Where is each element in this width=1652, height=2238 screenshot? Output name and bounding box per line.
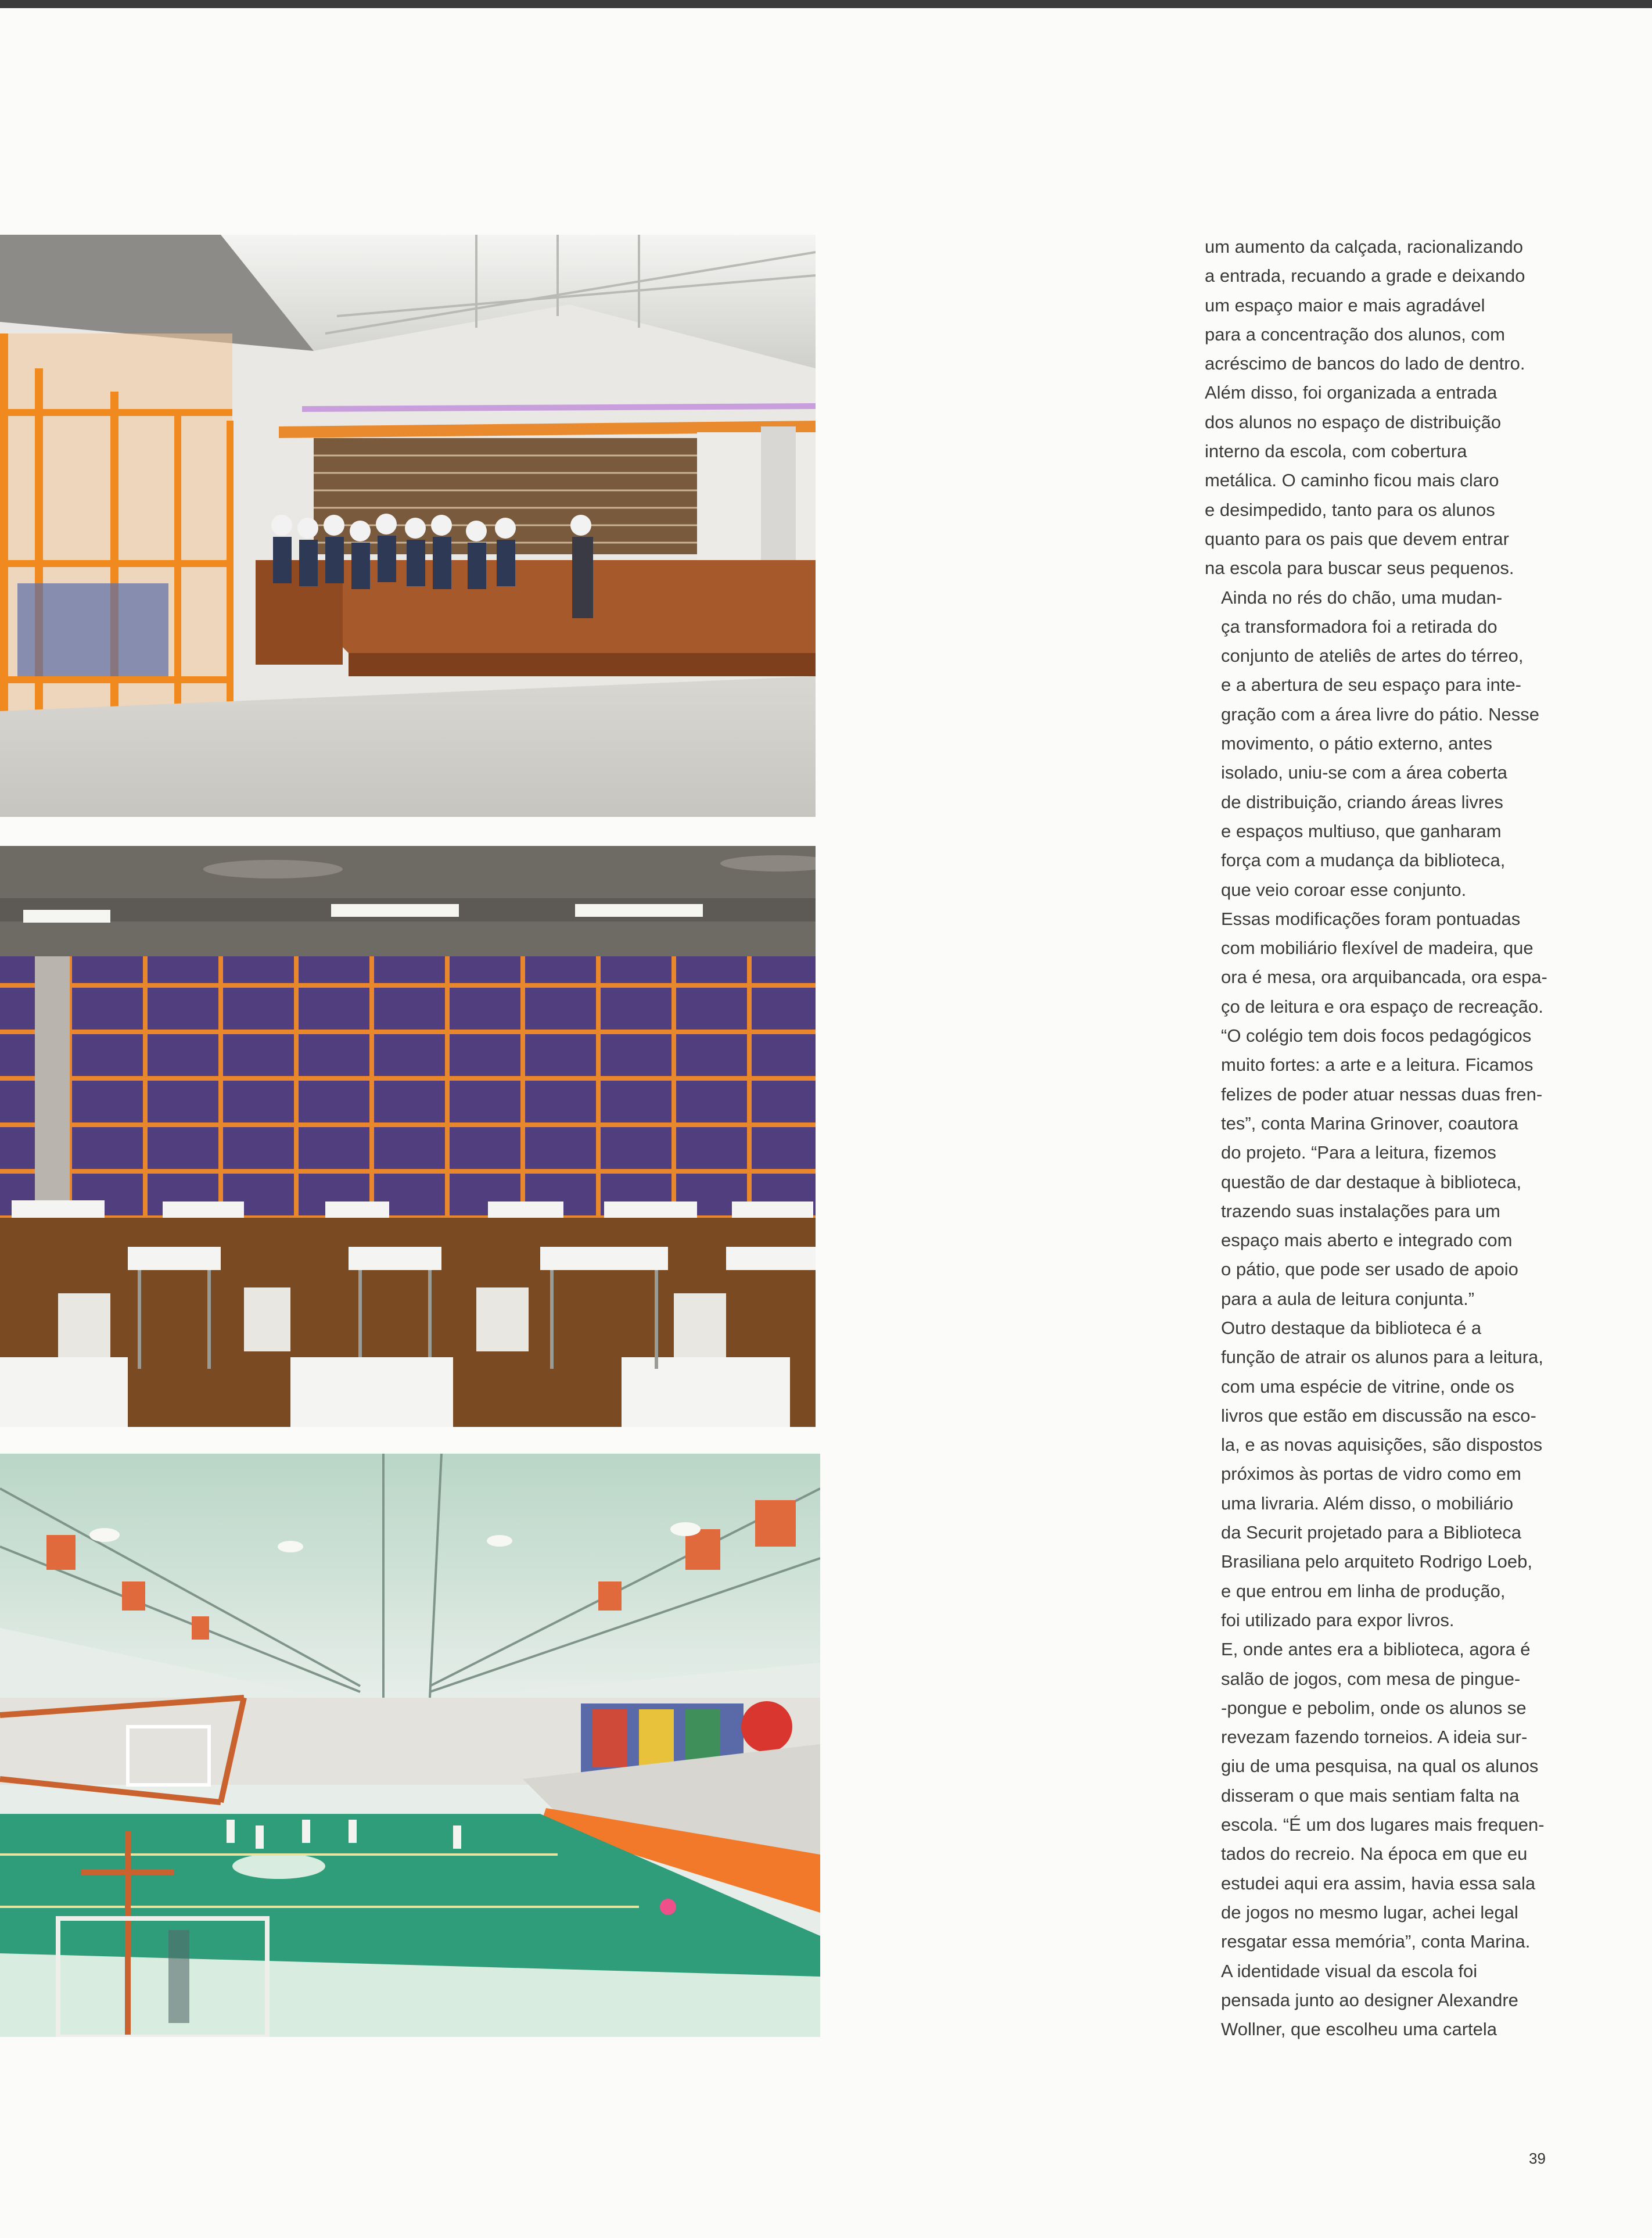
- gymnasium-photo: [0, 1454, 820, 2037]
- text-line: resgatar essa memória”, conta Marina.: [1221, 1931, 1531, 1952]
- text-line: -pongue e pebolim, onde os alunos se: [1221, 1697, 1527, 1718]
- text-line: o pátio, que pode ser usado de apoio: [1221, 1259, 1518, 1280]
- text-line: para a aula de leitura conjunta.”: [1221, 1288, 1475, 1309]
- text-line: ora é mesa, ora arquibancada, ora espa-: [1221, 967, 1547, 988]
- text-line: que veio coroar esse conjunto.: [1221, 879, 1467, 900]
- text-line: livros que estão em discussão na esco-: [1221, 1405, 1536, 1426]
- paragraph: [1205, 1635, 1553, 1956]
- text-line: com mobiliário flexível de madeira, que: [1221, 938, 1534, 959]
- text-line: ço de leitura e ora espaço de recreação.: [1221, 996, 1543, 1017]
- text-line: tes”, conta Marina Grinover, coautora: [1221, 1113, 1518, 1134]
- text-line: e que entrou em linha de produção,: [1221, 1580, 1506, 1601]
- text-line: salão de jogos, com mesa de pingue-: [1221, 1668, 1521, 1689]
- text-line: gração com a área livre do pátio. Nesse: [1221, 704, 1539, 725]
- text-line: e espaços multiuso, que ganharam: [1221, 820, 1502, 841]
- paragraph: [1205, 583, 1553, 905]
- text-line: Ainda no rés do chão, uma mudan-: [1221, 587, 1503, 608]
- text-line: Wollner, que escolheu uma cartela: [1221, 2019, 1497, 2040]
- text-line: da Securit projetado para a Biblioteca: [1221, 1522, 1521, 1543]
- paragraph: [1205, 1957, 1553, 2045]
- text-line: “O colégio tem dois focos pedagógicos: [1221, 1025, 1532, 1046]
- text-line: uma livraria. Além disso, o mobiliário: [1221, 1493, 1514, 1513]
- article-body: [1205, 232, 1553, 2044]
- text-line: na escola para buscar seus pequenos.: [1205, 558, 1514, 579]
- classroom-photo: [0, 846, 816, 1427]
- text-line: felizes de poder atuar nessas duas fren-: [1221, 1084, 1543, 1104]
- text-line: escola. “É um dos lugares mais frequen-: [1221, 1814, 1545, 1835]
- text-line: Outro destaque da biblioteca é a: [1221, 1317, 1482, 1338]
- text-line: revezam fazendo torneios. A ideia sur-: [1221, 1727, 1528, 1748]
- text-line: pensada junto ao designer Alexandre: [1221, 1989, 1518, 2010]
- text-line: A identidade visual da escola foi: [1221, 1960, 1478, 1981]
- text-line: la, e as novas aquisições, são dispostos: [1221, 1434, 1543, 1455]
- text-line: interno da escola, com cobertura: [1205, 441, 1467, 462]
- text-line: isolado, uniu-se com a área coberta: [1221, 762, 1507, 783]
- text-line: estudei aqui era assim, havia essa sala: [1221, 1873, 1536, 1893]
- paragraph: [1205, 232, 1553, 583]
- text-line: muito fortes: a arte e a leitura. Ficamos: [1221, 1055, 1534, 1075]
- text-line: movimento, o pátio externo, antes: [1221, 733, 1492, 754]
- text-line: dos alunos no espaço de distribuição: [1205, 411, 1502, 432]
- text-line: e desimpedido, tanto para os alunos: [1205, 499, 1495, 520]
- text-line: com uma espécie de vitrine, onde os: [1221, 1376, 1514, 1397]
- text-line: conjunto de ateliês de artes do térreo,: [1221, 645, 1524, 666]
- text-line: espaço mais aberto e integrado com: [1221, 1230, 1513, 1251]
- page-number: 39: [1529, 2150, 1546, 2167]
- text-line: força com a mudança da biblioteca,: [1221, 850, 1506, 871]
- text-line: trazendo suas instalações para um: [1221, 1200, 1500, 1221]
- text-line: próximos às portas de vidro como em: [1221, 1464, 1521, 1484]
- text-line: do projeto. “Para a leitura, fizemos: [1221, 1142, 1496, 1163]
- text-line: foi utilizado para expor livros.: [1221, 1609, 1455, 1630]
- paragraph: [1205, 905, 1553, 1314]
- text-line: para a concentração dos alunos, com: [1205, 324, 1505, 345]
- school-courtyard-photo: [0, 235, 816, 817]
- text-line: acréscimo de bancos do lado de dentro.: [1205, 353, 1525, 374]
- text-line: a entrada, recuando a grade e deixando: [1205, 266, 1525, 286]
- paragraph: [1205, 1314, 1553, 1635]
- text-line: E, onde antes era a biblioteca, agora é: [1221, 1639, 1531, 1660]
- text-line: disseram o que mais sentiam falta na: [1221, 1785, 1520, 1806]
- text-line: tados do recreio. Na época em que eu: [1221, 1844, 1528, 1864]
- text-line: Além disso, foi organizada a entrada: [1205, 382, 1497, 403]
- page-top-edge: [0, 0, 1652, 8]
- text-line: Essas modificações foram pontuadas: [1221, 908, 1521, 929]
- text-line: um aumento da calçada, racionalizando: [1205, 236, 1524, 257]
- text-line: e a abertura de seu espaço para inte-: [1221, 675, 1522, 695]
- text-line: um espaço maior e mais agradável: [1205, 295, 1485, 315]
- text-line: giu de uma pesquisa, na qual os alunos: [1221, 1756, 1539, 1777]
- text-line: função de atrair os alunos para a leitura,: [1221, 1347, 1543, 1368]
- text-line: metálica. O caminho ficou mais claro: [1205, 470, 1499, 491]
- text-line: quanto para os pais que devem entrar: [1205, 528, 1509, 549]
- text-line: ça transformadora foi a retirada do: [1221, 616, 1497, 637]
- text-line: de distribuição, criando áreas livres: [1221, 791, 1503, 812]
- text-line: questão de dar destaque à biblioteca,: [1221, 1171, 1522, 1192]
- text-line: Brasiliana pelo arquiteto Rodrigo Loeb,: [1221, 1551, 1532, 1572]
- text-line: de jogos no mesmo lugar, achei legal: [1221, 1902, 1518, 1923]
